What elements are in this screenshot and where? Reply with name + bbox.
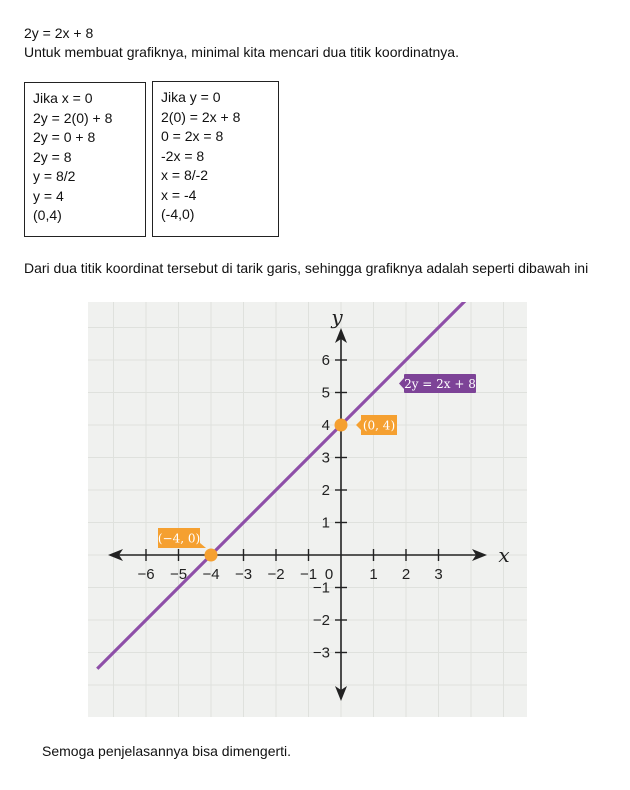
y-tick-label: 2 <box>321 482 330 499</box>
equation-text: 2y = 2x + 8 <box>24 25 94 41</box>
y-tick-label: −2 <box>312 612 330 629</box>
y-tick-label: 5 <box>321 384 330 402</box>
box-x0-line: 2y = 8 <box>33 148 72 165</box>
x-tick-label: 1 <box>369 566 378 583</box>
x-tick-label: −2 <box>267 566 285 583</box>
y-tick-label: −1 <box>312 579 330 597</box>
box-x-zero <box>24 82 146 237</box>
x-tick-label: 3 <box>434 566 443 583</box>
box-y0-line: 2(0) = 2x + 8 <box>161 108 241 125</box>
series-label: 2y = 2x + 8 <box>404 377 476 391</box>
box-x0-line: (0,4) <box>33 207 62 223</box>
box-x0-line: y = 4 <box>33 187 64 204</box>
closing-text: Semoga penjelasannya bisa dimengerti. <box>42 743 292 759</box>
y-tick-label: 1 <box>321 514 330 532</box>
box-y0-line: (-4,0) <box>161 206 195 222</box>
y-tick-label: 6 <box>321 352 330 369</box>
box-x0-line: 2y = 2(0) + 8 <box>33 109 113 126</box>
box-y0-line: x = -4 <box>161 186 197 203</box>
y-tick-label: −3 <box>312 644 330 662</box>
graph-background <box>88 302 527 717</box>
x-tick-label: −5 <box>169 566 188 583</box>
box-y-zero <box>152 81 279 237</box>
y-axis-label: y <box>331 305 343 329</box>
box-x0-line: Jika x = 0 <box>33 90 93 106</box>
point-label: (0, 4) <box>362 418 396 433</box>
point-label: (−4, 0) <box>157 531 201 546</box>
point-marker <box>335 419 348 432</box>
box-y0-line: -2x = 8 <box>161 147 205 164</box>
box-y0-line: Jika y = 0 <box>161 89 221 105</box>
box-y0-line: x = 8/-2 <box>161 167 209 183</box>
x-tick-label: −4 <box>202 566 220 583</box>
x-tick-label: −1 <box>299 566 318 583</box>
x-tick-label: −3 <box>234 566 253 583</box>
box-x0-line: 2y = 0 + 8 <box>33 129 96 145</box>
x-axis-label: x <box>498 543 510 567</box>
box-x0-line: y = 8/2 <box>33 168 76 184</box>
y-tick-label: 3 <box>321 449 330 467</box>
box-y0-line: 0 = 2x = 8 <box>161 128 224 144</box>
point-marker <box>205 549 218 562</box>
line-graph <box>88 302 527 717</box>
x-tick-label: −6 <box>137 566 155 583</box>
origin-label: 0 <box>324 566 334 583</box>
x-tick-label: 2 <box>401 566 411 583</box>
y-tick-label: 4 <box>321 417 330 434</box>
intro-text: Untuk membuat grafiknya, minimal kita mencari dua titik koordinatnya. <box>24 44 459 60</box>
description-text: Dari dua titik koordinat tersebut di tarik garis, sehingga grafiknya adalah seperti dibawah ini <box>24 260 589 276</box>
